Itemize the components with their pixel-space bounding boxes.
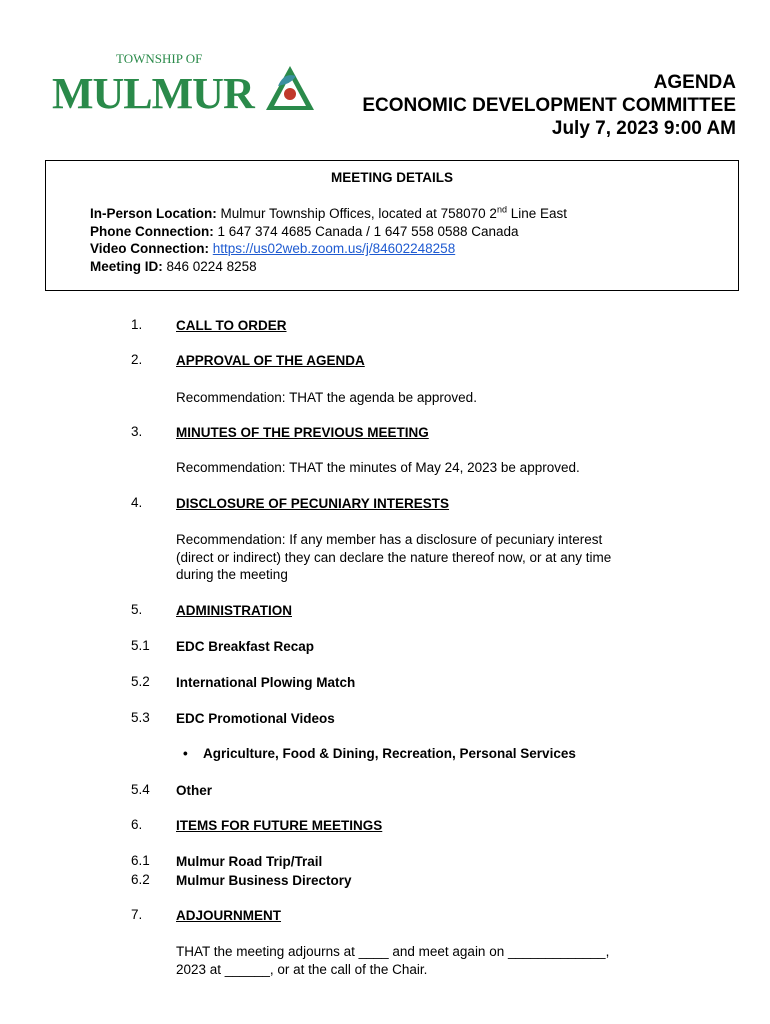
item-5-2-title: International Plowing Match	[176, 675, 356, 690]
item-2-number: 2.	[131, 352, 143, 367]
item-6-2-number: 6.2	[131, 872, 150, 887]
item-3-number: 3.	[131, 424, 143, 439]
meeting-details-heading: MEETING DETAILS	[330, 170, 453, 185]
logo-crest-icon	[266, 66, 314, 110]
item-5-1-title: EDC Breakfast Recap	[176, 639, 315, 654]
item-5-number: 5.	[131, 602, 143, 617]
item-2-recommendation: Recommendation: THAT the agenda be approved.	[176, 390, 477, 405]
item-5-1-number: 5.1	[131, 638, 150, 653]
logo-line1: TOWNSHIP OF	[116, 51, 203, 66]
item-4-number: 4.	[131, 495, 143, 510]
item-5-3-bullet-text: Agriculture, Food & Dining, Recreation, Personal Services	[203, 746, 576, 761]
item-5-3-bullet	[183, 746, 576, 761]
meeting-id-value: 846 0224 8258	[166, 258, 257, 274]
location-label: In-Person Location:	[90, 206, 217, 221]
item-5-4-title: Other	[176, 783, 213, 798]
bullet-icon: •	[183, 746, 188, 761]
township-logo	[52, 48, 314, 118]
location-sup: nd	[496, 204, 507, 215]
video-label: Video Connection:	[90, 241, 210, 256]
zoom-link[interactable]: https://us02web.zoom.us/j/84602248258	[212, 241, 456, 256]
item-6-title: ITEMS FOR FUTURE MEETINGS	[176, 818, 383, 833]
agenda-title	[362, 71, 736, 140]
item-1-title: CALL TO ORDER	[176, 318, 287, 333]
item-3-recommendation: Recommendation: THAT the minutes of May 24, 2023 be approved.	[176, 460, 580, 475]
item-4-rec-line1: Recommendation: If any member has a disclosure of pecuniary interest	[176, 532, 603, 547]
phone-value: 1 647 374 4685 Canada / 1 647 558 0588 Canada	[217, 223, 519, 239]
item-5-2-number: 5.2	[131, 674, 150, 689]
item-3-title: MINUTES OF THE PREVIOUS MEETING	[176, 425, 429, 440]
item-5-3-title: EDC Promotional Videos	[176, 711, 335, 726]
item-5-3-number: 5.3	[131, 710, 150, 725]
item-5-title: ADMINISTRATION	[176, 603, 292, 618]
item-2-title: APPROVAL OF THE AGENDA	[176, 353, 365, 368]
item-4-rec-line3: during the meeting	[176, 567, 288, 582]
video-connection	[90, 240, 567, 258]
item-6-1-number: 6.1	[131, 853, 150, 868]
item-4-title: DISCLOSURE OF PECUNIARY INTERESTS	[176, 496, 450, 511]
item-7-text-line1: THAT the meeting adjourns at ____ and meet again on _____________,	[176, 944, 610, 959]
item-6-number: 6.	[131, 817, 143, 832]
title-line-agenda: AGENDA	[653, 72, 736, 93]
meeting-details-lines	[90, 205, 567, 275]
item-7-text-line2: 2023 at ______, or at the call of the Chair.	[176, 961, 428, 977]
meeting-id	[90, 258, 567, 276]
in-person-location	[90, 205, 567, 223]
item-7-text	[176, 943, 696, 978]
item-6-1-title: Mulmur Road Trip/Trail	[176, 854, 323, 869]
title-line-committee: ECONOMIC DEVELOPMENT COMMITTEE	[362, 95, 736, 116]
logo-line2: MULMUR	[52, 69, 254, 118]
item-4-rec-line2: (direct or indirect) they can declare the nature thereof now, or at any time	[176, 549, 612, 565]
item-5-4-number: 5.4	[131, 782, 150, 797]
phone-label: Phone Connection:	[90, 223, 214, 239]
phone-connection	[90, 223, 567, 241]
meeting-id-label: Meeting ID:	[90, 258, 163, 274]
title-line-date: July 7, 2023 9:00 AM	[551, 118, 736, 139]
mulmur-logo-graphic	[52, 48, 314, 118]
meeting-details-box	[45, 160, 739, 291]
location-value-post: Line East	[506, 206, 568, 221]
item-7-title: ADJOURNMENT	[176, 908, 282, 923]
item-6-2-title: Mulmur Business Directory	[176, 873, 352, 888]
location-value-pre: Mulmur Township Offices, located at 758070 2	[220, 206, 497, 221]
item-1-number: 1.	[131, 317, 143, 332]
item-4-recommendation	[176, 531, 676, 584]
item-7-number: 7.	[131, 907, 143, 922]
